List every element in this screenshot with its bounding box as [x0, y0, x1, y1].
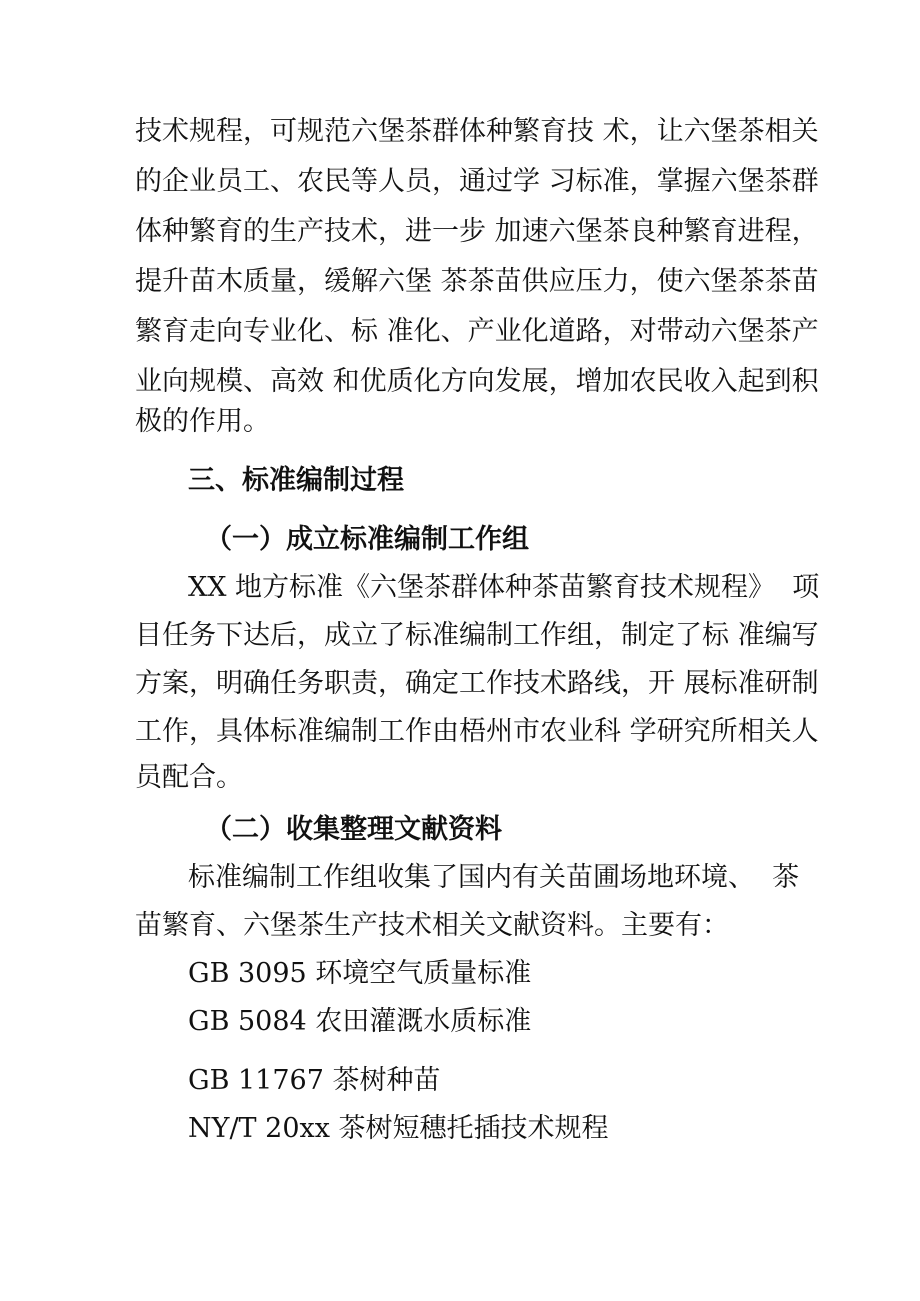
reference-item: GB 3095 环境空气质量标准 [188, 958, 532, 989]
paragraph-line: 体种繁育的生产技术，进一步 加速六堡茶良种繁育进程， [135, 216, 819, 247]
paragraph-line: 技术规程，可规范六堡茶群体种繁育技 术，让六堡茶相关 [135, 116, 819, 147]
subsection-heading: （一）成立标准编制工作组 [205, 524, 529, 555]
paragraph-line: 苗繁育、六堡茶生产技术相关文献资料。主要有： [135, 910, 729, 941]
reference-item: NY/T 20xx 茶树短穗托插技术规程 [188, 1113, 609, 1144]
reference-item: GB 11767 茶树种苗 [188, 1065, 441, 1096]
paragraph-line: XX 地方标准《六堡茶群体种茶苗繁育技术规程》 项 [188, 572, 820, 603]
paragraph-line: 工作，具体标准编制工作由梧州市农业科 学研究所相关人 [135, 716, 819, 747]
paragraph-line: 极的作用。 [135, 406, 270, 437]
paragraph-line: 提升苗木质量，缓解六堡 茶茶苗供应压力，使六堡茶茶苗 [135, 266, 819, 297]
paragraph-line: 员配合。 [135, 762, 243, 793]
subsection-heading: （二）收集整理文献资料 [205, 814, 502, 845]
section-heading: 三、标准编制过程 [188, 465, 404, 496]
paragraph-line: 繁育走向专业化、标 准化、产业化道路，对带动六堡茶产 [135, 316, 819, 347]
paragraph-line: 方案，明确任务职责，确定工作技术路线，开 展标准研制 [135, 668, 819, 699]
paragraph-line: 业向规模、高效 和优质化方向发展，增加农民收入起到积 [135, 366, 819, 397]
paragraph-line: 的企业员工、农民等人员，通过学 习标准，掌握六堡茶群 [135, 166, 819, 197]
paragraph-line: 标准编制工作组收集了国内有关苗圃场地环境、 茶 [188, 862, 800, 893]
paragraph-line: 目任务下达后，成立了标准编制工作组，制定了标 准编写 [135, 620, 819, 651]
reference-item: GB 5084 农田灌溉水质标准 [188, 1006, 532, 1037]
